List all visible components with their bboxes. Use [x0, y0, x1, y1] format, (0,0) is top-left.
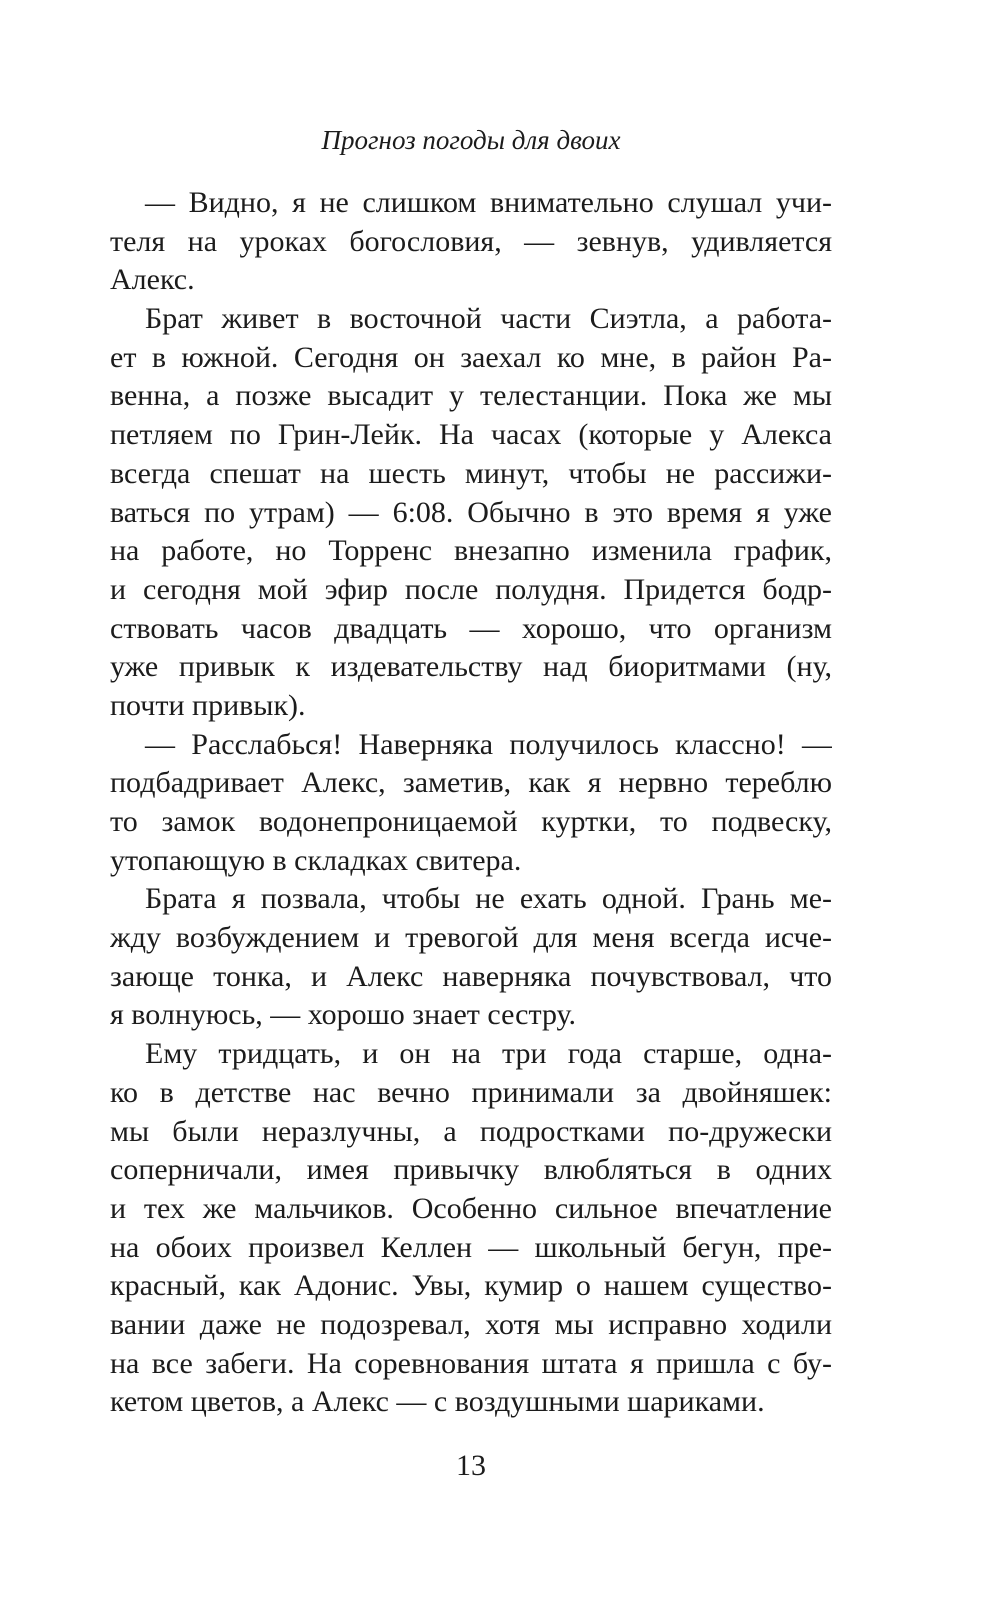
- text-line: красный, как Адонис. Увы, кумир о нашем существо-: [110, 1269, 832, 1303]
- text-line: мы были неразлучны, а подростками по-дружески: [110, 1114, 832, 1148]
- text-line: теля на уроках богословия, — зевнув, удивляется: [110, 224, 832, 258]
- text-line: почти привык).: [110, 688, 306, 722]
- paragraph: [110, 726, 832, 881]
- running-title: Прогноз погоды для двоих: [321, 125, 621, 155]
- text-line: я волнуюсь, — хорошо знает сестру.: [110, 998, 577, 1032]
- text-line: ваться по утрам) — 6:08. Обычно в это время я уже: [110, 495, 832, 529]
- text-line: Брат живет в восточной части Сиэтла, а работа-: [145, 302, 832, 336]
- text-line: венна, а позже высадит у телестанции. Пока же мы: [110, 379, 832, 413]
- text-line: и тех же мальчиков. Особенно сильное впечатление: [110, 1191, 832, 1225]
- text-line: Алекс.: [110, 263, 195, 297]
- text-line: жду возбуждением и тревогой для меня всегда исче-: [110, 921, 832, 955]
- text-line: всегда спешат на шесть минут, чтобы не рассижи-: [110, 456, 832, 490]
- text-line: ко в детстве нас вечно принимали за двойняшек:: [110, 1075, 832, 1109]
- text-line: ет в южной. Сегодня он заехал ко мне, в район Ра-: [110, 340, 832, 374]
- text-line: и сегодня мой эфир после полудня. Придется бодр-: [110, 572, 832, 606]
- text-block: [110, 184, 832, 1422]
- page-number: 13: [456, 1449, 486, 1482]
- paragraph: [110, 1035, 832, 1422]
- text-line: кетом цветов, а Алекс — с воздушными шариками.: [110, 1385, 765, 1419]
- paragraph: [110, 880, 832, 1035]
- text-line: соперничали, имея привычку влюбляться в одних: [110, 1153, 832, 1187]
- text-line: зающе тонка, и Алекс наверняка почувствовал, что: [110, 959, 832, 993]
- text-line: уже привык к издевательству над биоритмами (ну,: [110, 650, 832, 684]
- text-line: на работе, но Торренс внезапно изменила график,: [110, 534, 832, 568]
- text-line: Брата я позвала, чтобы не ехать одной. Грань ме-: [145, 882, 832, 916]
- paragraph: [110, 300, 832, 726]
- text-line: на все забеги. На соревнования штата я пришла с бу-: [110, 1346, 832, 1380]
- text-line: вании даже не подозревал, хотя мы исправно ходили: [110, 1307, 832, 1341]
- text-line: — Видно, я не слишком внимательно слушал учи-: [145, 186, 832, 219]
- paragraph: [110, 184, 832, 300]
- text-line: то замок водонепроницаемой куртки, то подвеску,: [110, 805, 832, 838]
- text-line: — Расслабься! Наверняка получилось классно! —: [145, 727, 832, 761]
- text-line: петляем по Грин-Лейк. На часах (которые у Алекса: [110, 418, 832, 452]
- text-line: на обоих произвел Келлен — школьный бегун, пре-: [110, 1230, 832, 1264]
- text-line: Ему тридцать, и он на три года старше, одна-: [145, 1037, 832, 1071]
- text-line: ствовать часов двадцать — хорошо, что организм: [110, 611, 832, 645]
- text-line: утопающую в складках свитера.: [110, 843, 522, 877]
- text-line: подбадривает Алекс, заметив, как я нервно тереблю: [110, 766, 832, 800]
